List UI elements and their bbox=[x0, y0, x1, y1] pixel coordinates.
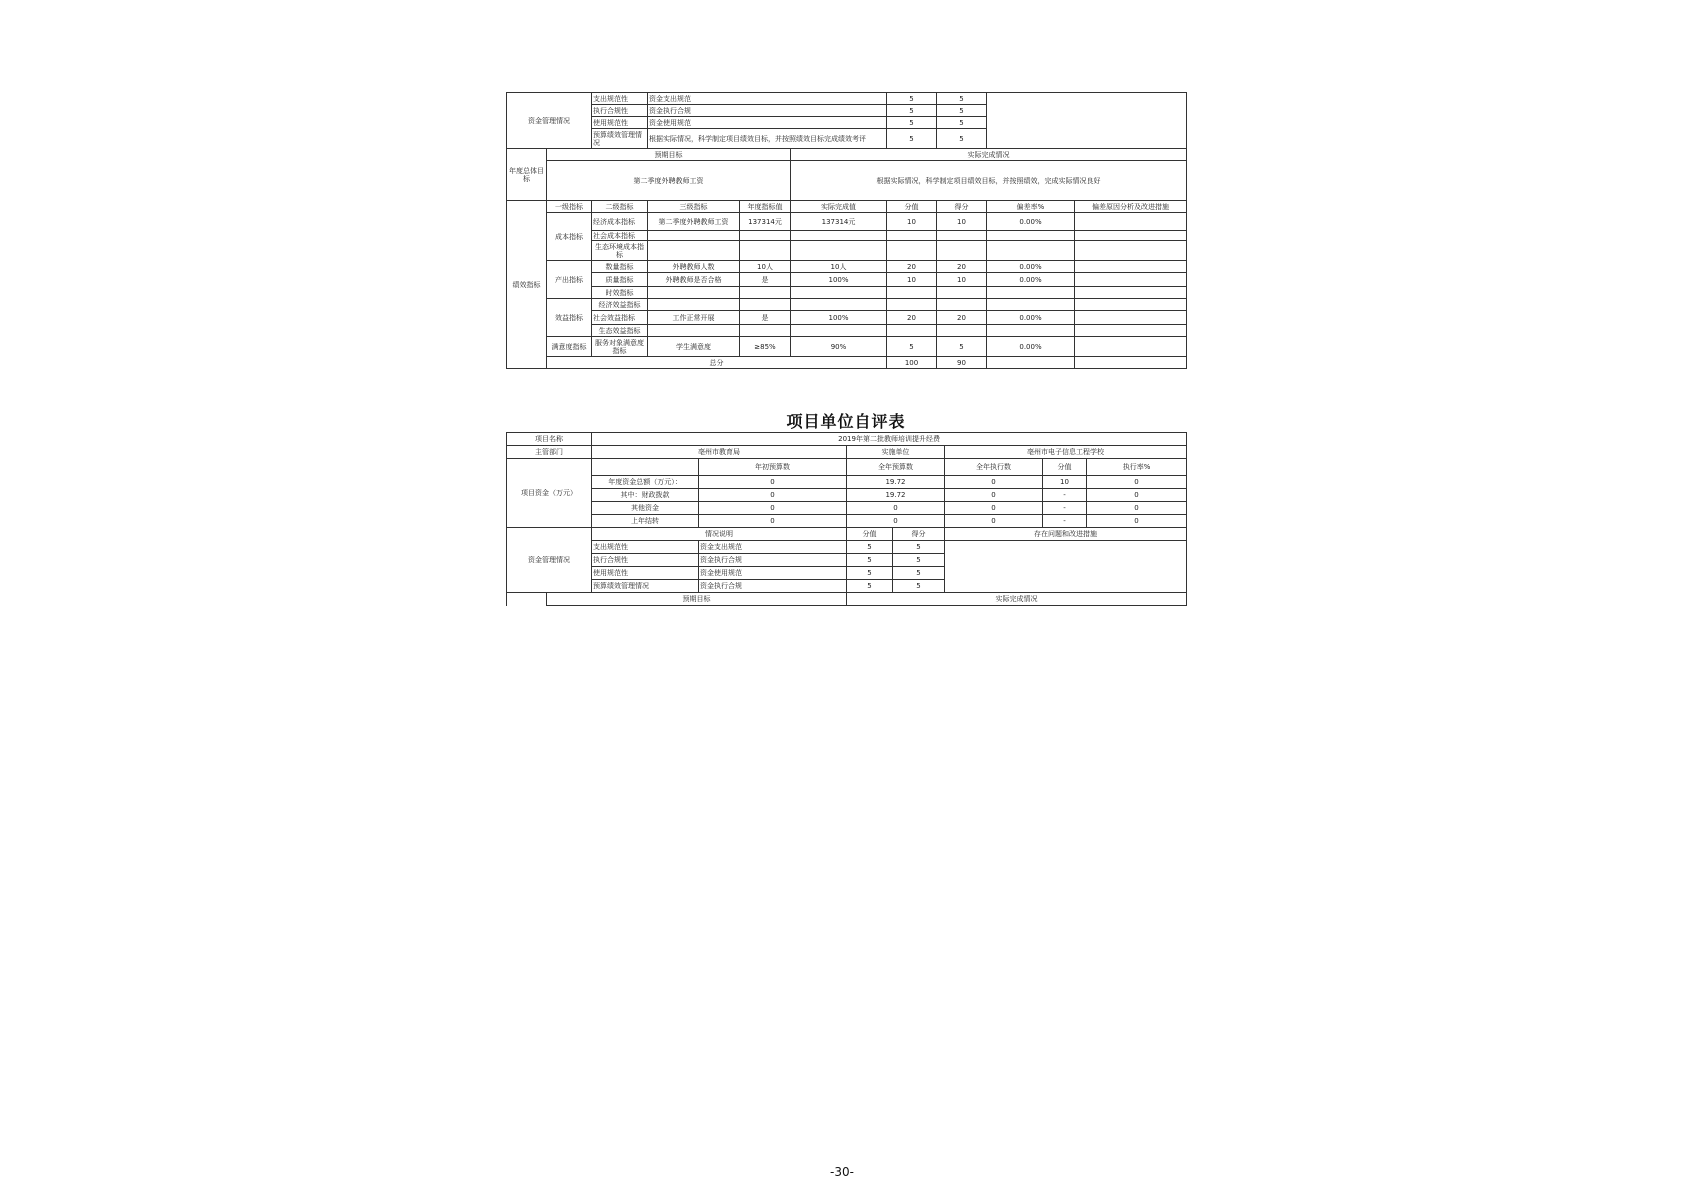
expected-goal-header: 预期目标 bbox=[547, 593, 847, 606]
budget-cell: 0 bbox=[847, 502, 945, 515]
total-label: 总分 bbox=[547, 357, 887, 369]
fund-header: 分值 bbox=[847, 528, 893, 541]
fund-row-name: 预算绩效管理情况 bbox=[592, 580, 699, 593]
budget-header: 执行率% bbox=[1087, 459, 1187, 476]
header-target-value: 年度指标值 bbox=[740, 201, 791, 213]
weight-value: 10 bbox=[887, 213, 937, 231]
second-indicator: 生态环境成本指标 bbox=[592, 241, 648, 261]
budget-row-name: 其他资金 bbox=[592, 502, 699, 515]
expected-goal-header: 预期目标 bbox=[547, 149, 791, 161]
self-evaluation-table-continued bbox=[506, 92, 1187, 369]
header-weight: 分值 bbox=[887, 201, 937, 213]
target-value: 是 bbox=[740, 273, 791, 287]
project-name-value: 2019年第二批教师培训提升经费 bbox=[592, 433, 1187, 446]
budget-cell: 0 bbox=[699, 515, 847, 528]
performance-indicator-label: 绩效指标 bbox=[507, 201, 547, 369]
budget-header: 全年执行数 bbox=[945, 459, 1043, 476]
reason-cell bbox=[1075, 337, 1187, 357]
weight-value: 20 bbox=[887, 261, 937, 273]
budget-cell: 0 bbox=[945, 476, 1043, 489]
dept-label: 主管部门 bbox=[507, 446, 592, 459]
deviation-value: 0.00% bbox=[987, 311, 1075, 325]
fund-row-name: 使用规范性 bbox=[592, 567, 699, 580]
budget-cell: 19.72 bbox=[847, 476, 945, 489]
target-value: 137314元 bbox=[740, 213, 791, 231]
budget-cell: 0 bbox=[1087, 502, 1187, 515]
target-value: 是 bbox=[740, 311, 791, 325]
reason-cell bbox=[1075, 213, 1187, 231]
third-indicator: 外聘教师人数 bbox=[648, 261, 740, 273]
second-indicator: 经济成本指标 bbox=[592, 213, 648, 231]
actual-value: 90% bbox=[791, 337, 887, 357]
reason-cell bbox=[1075, 273, 1187, 287]
budget-row-name: 年度资金总额（万元）： bbox=[592, 476, 699, 489]
fund-row-weight: 5 bbox=[887, 93, 937, 105]
header-score: 得分 bbox=[937, 201, 987, 213]
actual-value: 137314元 bbox=[791, 213, 887, 231]
header-actual-value: 实际完成值 bbox=[791, 201, 887, 213]
fund-row-name: 执行合规性 bbox=[592, 554, 699, 567]
benefit-indicator-label: 效益指标 bbox=[547, 299, 592, 337]
budget-cell: 0 bbox=[1087, 476, 1187, 489]
third-indicator: 工作正常开展 bbox=[648, 311, 740, 325]
fund-row-weight: 5 bbox=[847, 580, 893, 593]
page-number: -30- bbox=[830, 1165, 854, 1179]
target-value: ≥85% bbox=[740, 337, 791, 357]
header-first-indicator: 一级指标 bbox=[547, 201, 592, 213]
score-value: 5 bbox=[937, 337, 987, 357]
fund-row-desc: 资金使用规范 bbox=[699, 567, 847, 580]
fund-row-score: 5 bbox=[937, 129, 987, 149]
header-second-indicator: 二级指标 bbox=[592, 201, 648, 213]
score-value: 10 bbox=[937, 273, 987, 287]
budget-cell: 0 bbox=[945, 502, 1043, 515]
deviation-value: 0.00% bbox=[987, 213, 1075, 231]
fund-mgmt-label: 资金管理情况 bbox=[507, 93, 592, 149]
cost-indicator-label: 成本指标 bbox=[547, 213, 592, 261]
weight-value: 10 bbox=[887, 273, 937, 287]
deviation-value: 0.00% bbox=[987, 273, 1075, 287]
reason-cell bbox=[1075, 311, 1187, 325]
fund-row-weight: 5 bbox=[847, 541, 893, 554]
expected-goal-text: 第二季度外聘教师工资 bbox=[547, 161, 791, 201]
sheet-title: 项目单位自评表 bbox=[786, 412, 906, 431]
weight-value: 5 bbox=[887, 337, 937, 357]
budget-label: 项目资金（万元） bbox=[507, 459, 592, 528]
actual-goal-text: 根据实际情况，科学制定项目绩效目标，并按照绩效，完成实际情况良好 bbox=[791, 161, 1187, 201]
budget-cell: 0 bbox=[847, 515, 945, 528]
budget-cell: 0 bbox=[945, 489, 1043, 502]
fund-row-name: 预算绩效管理情况 bbox=[592, 129, 648, 149]
dept-value: 亳州市教育局 bbox=[592, 446, 847, 459]
third-indicator: 第二季度外聘教师工资 bbox=[648, 213, 740, 231]
third-indicator: 外聘教师是否合格 bbox=[648, 273, 740, 287]
budget-header: 分值 bbox=[1043, 459, 1087, 476]
budget-cell: - bbox=[1043, 502, 1087, 515]
fund-row-weight: 5 bbox=[887, 129, 937, 149]
second-indicator: 数量指标 bbox=[592, 261, 648, 273]
budget-cell: 0 bbox=[945, 515, 1043, 528]
fund-row-score: 5 bbox=[893, 580, 945, 593]
header-reason: 偏差原因分析及改进措施 bbox=[1075, 201, 1187, 213]
budget-header: 年初预算数 bbox=[699, 459, 847, 476]
budget-header: 全年预算数 bbox=[847, 459, 945, 476]
fund-issues-cell bbox=[945, 541, 1187, 593]
fund-row-weight: 5 bbox=[847, 554, 893, 567]
fund-row-desc: 资金支出规范 bbox=[699, 541, 847, 554]
annual-goal-label: 年度总体目标 bbox=[507, 149, 547, 201]
score-value: 20 bbox=[937, 261, 987, 273]
second-indicator: 时效指标 bbox=[592, 287, 648, 299]
second-indicator: 经济效益指标 bbox=[592, 299, 648, 311]
total-weight: 100 bbox=[887, 357, 937, 369]
fund-row-score: 5 bbox=[937, 117, 987, 129]
budget-cell: - bbox=[1043, 515, 1087, 528]
budget-cell: 10 bbox=[1043, 476, 1087, 489]
second-indicator: 生态效益指标 bbox=[592, 325, 648, 337]
fund-row-weight: 5 bbox=[887, 117, 937, 129]
fund-row-score: 5 bbox=[893, 541, 945, 554]
fund-row-weight: 5 bbox=[887, 105, 937, 117]
fund-header: 得分 bbox=[893, 528, 945, 541]
fund-mgmt-label: 资金管理情况 bbox=[507, 528, 592, 593]
budget-row-name: 其中：财政拨款 bbox=[592, 489, 699, 502]
actual-value: 10人 bbox=[791, 261, 887, 273]
satisfaction-indicator-label: 满意度指标 bbox=[547, 337, 592, 357]
impl-label: 实施单位 bbox=[847, 446, 945, 459]
actual-value: 100% bbox=[791, 273, 887, 287]
target-value: 10人 bbox=[740, 261, 791, 273]
actual-value: 100% bbox=[791, 311, 887, 325]
budget-cell: 0 bbox=[699, 476, 847, 489]
weight-value: 20 bbox=[887, 311, 937, 325]
fund-row-desc: 资金执行合规 bbox=[699, 554, 847, 567]
score-value: 20 bbox=[937, 311, 987, 325]
fund-row-desc: 资金执行合规 bbox=[648, 105, 887, 117]
fund-row-name: 支出规范性 bbox=[592, 93, 648, 105]
score-value: 10 bbox=[937, 213, 987, 231]
fund-row-desc: 根据实际情况，科学制定项目绩效目标，并按照绩效目标完成绩效考评 bbox=[648, 129, 887, 149]
fund-header: 情况说明 bbox=[592, 528, 847, 541]
fund-row-score: 5 bbox=[937, 105, 987, 117]
budget-cell: 19.72 bbox=[847, 489, 945, 502]
budget-row-name: 上年结转 bbox=[592, 515, 699, 528]
second-indicator: 质量指标 bbox=[592, 273, 648, 287]
budget-cell: 0 bbox=[699, 489, 847, 502]
fund-row-desc: 资金使用规范 bbox=[648, 117, 887, 129]
second-indicator: 社会成本指标 bbox=[592, 231, 648, 241]
third-indicator: 学生满意度 bbox=[648, 337, 740, 357]
fund-row-score: 5 bbox=[893, 554, 945, 567]
budget-cell: 0 bbox=[1087, 489, 1187, 502]
budget-cell: 0 bbox=[1087, 515, 1187, 528]
fund-row-weight: 5 bbox=[847, 567, 893, 580]
fund-row-name: 支出规范性 bbox=[592, 541, 699, 554]
self-evaluation-table bbox=[506, 432, 1187, 606]
total-score: 90 bbox=[937, 357, 987, 369]
output-indicator-label: 产出指标 bbox=[547, 261, 592, 299]
header-third-indicator: 三级指标 bbox=[648, 201, 740, 213]
deviation-value: 0.00% bbox=[987, 261, 1075, 273]
fund-row-score: 5 bbox=[937, 93, 987, 105]
deviation-value: 0.00% bbox=[987, 337, 1075, 357]
fund-header: 存在问题和改进措施 bbox=[945, 528, 1187, 541]
budget-cell: 0 bbox=[699, 502, 847, 515]
second-indicator: 社会效益指标 bbox=[592, 311, 648, 325]
fund-row-desc: 资金执行合规 bbox=[699, 580, 847, 593]
second-indicator: 服务对象满意度指标 bbox=[592, 337, 648, 357]
project-name-label: 项目名称 bbox=[507, 433, 592, 446]
fund-row-score: 5 bbox=[893, 567, 945, 580]
reason-cell bbox=[1075, 261, 1187, 273]
impl-value: 亳州市电子信息工程学校 bbox=[945, 446, 1187, 459]
fund-row-name: 执行合规性 bbox=[592, 105, 648, 117]
fund-row-name: 使用规范性 bbox=[592, 117, 648, 129]
budget-cell: - bbox=[1043, 489, 1087, 502]
fund-issues-cell bbox=[987, 93, 1187, 149]
actual-goal-header: 实际完成情况 bbox=[791, 149, 1187, 161]
header-deviation: 偏差率% bbox=[987, 201, 1075, 213]
fund-row-desc: 资金支出规范 bbox=[648, 93, 887, 105]
actual-goal-header: 实际完成情况 bbox=[847, 593, 1187, 606]
